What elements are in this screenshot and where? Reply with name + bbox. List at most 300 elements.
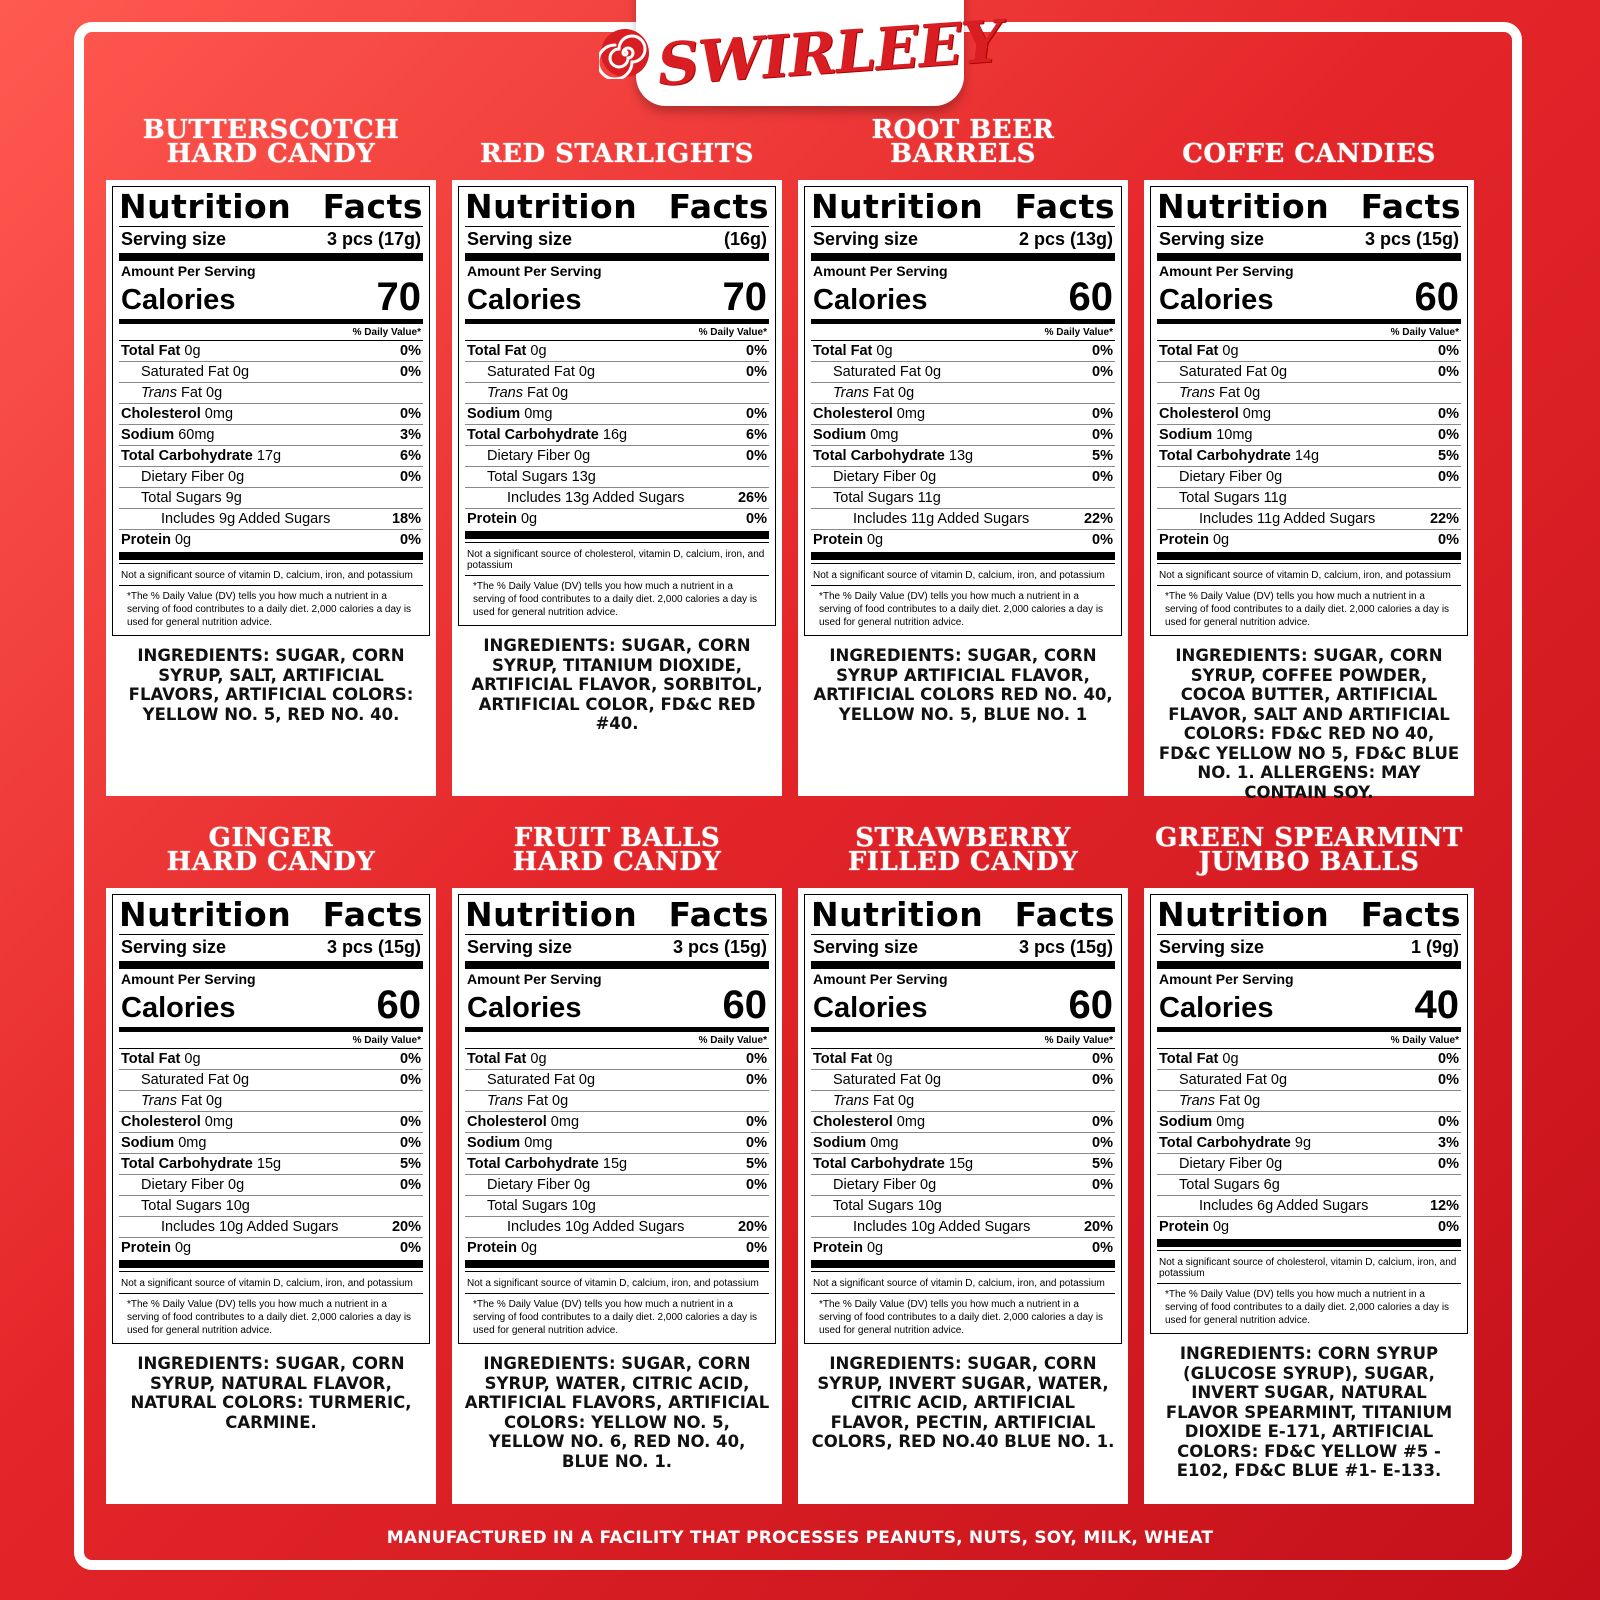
nutrient-row	[119, 1132, 423, 1153]
nutrient-row	[1157, 1111, 1461, 1132]
nutrient-amount: 9g	[225, 490, 242, 506]
nutrient-name	[813, 1133, 898, 1153]
product-title-line: RED STARLIGHTS	[480, 139, 754, 169]
thick-divider	[465, 961, 769, 969]
nutrient-daily-value: 20%	[391, 1219, 421, 1235]
heading-word: Facts	[1360, 187, 1461, 226]
added-sugars-label: Added Sugars	[238, 511, 331, 527]
nutrient-amount: 6g	[1263, 1177, 1280, 1193]
sodium-label: Sodium	[121, 1135, 175, 1151]
nutrient-daily-value: 0%	[1438, 469, 1459, 485]
nutrient-name	[467, 1238, 537, 1258]
nutrient-daily-value: 3%	[400, 427, 421, 443]
nutrient-amount: 0g	[232, 1072, 250, 1088]
fat-label: Fat	[527, 1093, 548, 1109]
nutrient-name	[813, 341, 893, 361]
nutrient-amount: 0g	[520, 1240, 538, 1256]
added-sugars-amount: 10g	[565, 1219, 590, 1235]
nutrient-daily-value: 5%	[1438, 448, 1459, 464]
thick-divider	[465, 253, 769, 261]
swirl-icon	[599, 27, 651, 79]
nutrition-panel	[798, 888, 1128, 1504]
daily-value-footnote: *The % Daily Value (DV) tells you how much a nutrient in a serving of food contributes to a daily diet. 2,000 calories a day is used for general nutrition advice.	[119, 585, 423, 631]
added-sugars-label: Added Sugars	[1276, 1198, 1369, 1214]
medium-divider	[465, 1027, 769, 1032]
heading-word: Nutrition	[1157, 187, 1330, 226]
nutrient-name	[467, 341, 547, 361]
sodium-label: Sodium	[813, 427, 867, 443]
nutrient-amount: 0mg	[870, 427, 899, 443]
calories-label: Calories	[121, 284, 236, 316]
nutrient-name	[813, 467, 936, 487]
nutrient-name	[121, 467, 244, 487]
saturated-fat-label: Saturated Fat	[141, 364, 229, 380]
nutrient-daily-value: 5%	[746, 1156, 767, 1172]
calories-value: 40	[1414, 983, 1459, 1027]
calories-row	[1157, 983, 1461, 1027]
nutrient-amount: 0g	[184, 343, 201, 359]
nutrient-amount: 0mg	[896, 406, 926, 422]
nutrient-row	[465, 1048, 769, 1069]
nutrient-amount: 13g	[948, 448, 974, 464]
nutrient-name	[121, 1112, 233, 1132]
saturated-fat-label: Saturated Fat	[1179, 364, 1267, 380]
nutrient-amount: 0g	[1270, 1072, 1288, 1088]
medium-divider	[465, 319, 769, 324]
serving-size-label: Serving size	[813, 229, 919, 249]
nutrient-row	[1157, 424, 1461, 445]
amount-per-serving: Amount Per Serving	[813, 971, 948, 987]
nutrient-row	[465, 1069, 769, 1090]
serving-size-label: Serving size	[1159, 937, 1265, 957]
nutrient-row	[465, 445, 769, 466]
nutrient-name	[121, 1091, 222, 1111]
product-title-line: FRUIT BALLS	[513, 823, 721, 853]
nutrient-amount: 0mg	[550, 1114, 580, 1130]
serving-size-value: 1 (9g)	[1410, 937, 1459, 957]
serving-size-label: Serving size	[467, 937, 573, 957]
daily-value-header: % Daily Value*	[1390, 1035, 1459, 1046]
nutrient-row	[465, 1216, 769, 1237]
product-title-line: GREEN SPEARMINT	[1155, 823, 1463, 853]
total-carb-label: Total Carbohydrate	[467, 1156, 599, 1172]
nutrient-daily-value: 0%	[400, 469, 421, 485]
medium-divider	[811, 319, 1115, 324]
added-sugars-amount: 6g	[1257, 1198, 1274, 1214]
nutrient-amount: 0g	[924, 364, 942, 380]
nutrient-name	[1159, 1133, 1311, 1153]
nutrient-amount: 0g	[232, 364, 250, 380]
cholesterol-label: Cholesterol	[813, 406, 893, 422]
trans-label: Trans	[1179, 385, 1215, 401]
nutrient-name	[467, 1154, 627, 1174]
nutrient-daily-value: 0%	[400, 1135, 421, 1151]
total-carb-label: Total Carbohydrate	[1159, 1135, 1291, 1151]
saturated-fat-label: Saturated Fat	[833, 1072, 921, 1088]
not-significant-note: Not a significant source of vitamin D, calcium, iron, and potassium	[1157, 563, 1461, 585]
nutrient-amount: 15g	[256, 1156, 282, 1172]
nutrient-amount: 0mg	[1216, 1114, 1245, 1130]
fat-label: Fat	[527, 385, 548, 401]
serving-size-row	[1157, 934, 1461, 959]
ingredients-text: INGREDIENTS: SUGAR, CORN SYRUP, WATER, CITRIC ACID, ARTIFICIAL FLAVORS, ARTIFICIAL COLORS: YELLOW NO. 5, YELLOW NO. 6, RED NO. 40, BLUE NO. 1.	[464, 1354, 770, 1471]
nutrition-panel	[106, 180, 436, 796]
total-carb-label: Total Carbohydrate	[467, 427, 599, 443]
added-sugars-amount: 11g	[1257, 511, 1281, 527]
nutrient-row	[811, 1090, 1115, 1111]
nutrient-row	[811, 1048, 1115, 1069]
total-carb-label: Total Carbohydrate	[1159, 448, 1291, 464]
nutrient-amount: 17g	[256, 448, 282, 464]
calories-label: Calories	[1159, 284, 1274, 316]
nutrient-amount: 0g	[1244, 385, 1261, 401]
nutrient-amount: 11g	[917, 490, 941, 506]
nutrient-daily-value: 0%	[1438, 406, 1459, 422]
nutrient-amount: 16g	[602, 427, 628, 443]
nutrient-daily-value: 5%	[1092, 1156, 1113, 1172]
trans-label: Trans	[1179, 1093, 1215, 1109]
nutrient-row	[465, 1237, 769, 1258]
nutrient-row	[811, 1216, 1115, 1237]
nutrient-amount: 0g	[206, 385, 223, 401]
protein-label: Protein	[121, 1240, 171, 1256]
total-fat-label: Total Fat	[813, 343, 873, 359]
nutrient-row	[1157, 487, 1461, 508]
added-sugars-label: Added Sugars	[246, 1219, 339, 1235]
nutrient-row	[811, 1153, 1115, 1174]
thick-divider	[811, 253, 1115, 261]
nutrient-daily-value: 12%	[1429, 1198, 1459, 1214]
logo-tab	[636, 0, 1004, 106]
serving-size-row	[119, 226, 423, 251]
nutrient-name	[1159, 341, 1239, 361]
product-title-line: FILLED CANDY	[847, 847, 1079, 877]
nutrient-row	[811, 340, 1115, 361]
total-carb-label: Total Carbohydrate	[813, 1156, 945, 1172]
nutrient-name	[467, 1175, 590, 1195]
nutrient-amount: 14g	[1294, 448, 1320, 464]
nutrient-name	[467, 383, 568, 403]
saturated-fat-label: Saturated Fat	[487, 364, 575, 380]
nutrient-amount: 0g	[876, 343, 893, 359]
nutrient-daily-value: 0%	[1438, 1051, 1459, 1067]
product-title	[798, 115, 1128, 169]
added-sugars-label: Added Sugars	[937, 511, 1030, 527]
heading-word: Facts	[668, 187, 769, 226]
daily-value-footnote: *The % Daily Value (DV) tells you how much a nutrient in a serving of food contributes to a daily diet. 2,000 calories a day is used for general nutrition advice.	[811, 1293, 1115, 1339]
nutrient-amount: 15g	[602, 1156, 628, 1172]
nutrient-amount: 0g	[530, 1051, 547, 1067]
heading-word: Nutrition	[811, 895, 984, 934]
product-title-line: STRAWBERRY	[855, 823, 1071, 853]
nutrient-daily-value: 0%	[400, 343, 421, 359]
nutrient-name	[467, 1112, 579, 1132]
nutrient-daily-value: 0%	[1092, 1051, 1113, 1067]
heading-word: Facts	[322, 187, 423, 226]
amount-per-serving: Amount Per Serving	[121, 971, 256, 987]
nutrient-daily-value: 0%	[1438, 1072, 1459, 1088]
nutrient-row	[465, 508, 769, 529]
includes-label: Includes	[507, 490, 562, 506]
nutrition-panel	[452, 180, 782, 796]
nutrient-daily-value: 0%	[1438, 343, 1459, 359]
nutrient-name	[1159, 1049, 1239, 1069]
nutrient-name	[1159, 404, 1271, 424]
total-sugars-label: Total Sugars	[487, 1198, 568, 1214]
heading-word: Facts	[1360, 895, 1461, 934]
nutrient-daily-value: 0%	[746, 1240, 767, 1256]
nutrient-row	[119, 1195, 423, 1216]
nutrient-daily-value: 0%	[746, 406, 767, 422]
nutrient-amount: 10g	[917, 1198, 942, 1214]
amount-per-serving: Amount Per Serving	[467, 263, 602, 279]
nutrient-amount: 0g	[174, 532, 192, 548]
product-title	[798, 823, 1128, 877]
nutrient-amount: 10g	[571, 1198, 596, 1214]
heading-word: Nutrition	[119, 895, 292, 934]
nutrition-facts-label	[458, 186, 776, 626]
nutrient-daily-value: 0%	[400, 1177, 421, 1193]
added-sugars-label: Added Sugars	[592, 490, 685, 506]
nutrient-daily-value: 0%	[400, 1072, 421, 1088]
daily-value-footnote: *The % Daily Value (DV) tells you how much a nutrient in a serving of food contributes to a daily diet. 2,000 calories a day is used for general nutrition advice.	[1157, 1283, 1461, 1329]
nutrient-daily-value: 22%	[1429, 511, 1459, 527]
added-sugars-name	[467, 1217, 684, 1237]
nutrient-row	[811, 1174, 1115, 1195]
nutrient-row	[1157, 445, 1461, 466]
nutrient-row	[119, 445, 423, 466]
nutrient-name	[813, 404, 925, 424]
nutrient-row	[465, 1132, 769, 1153]
fat-label: Fat	[181, 385, 202, 401]
medium-divider	[1157, 1027, 1461, 1032]
nutrient-amount: 0g	[552, 1093, 569, 1109]
nutrient-amount: 0g	[574, 1177, 591, 1193]
brand-logo-text: SWIRLEEY	[654, 7, 1004, 99]
sodium-label: Sodium	[813, 1135, 867, 1151]
added-sugars-label: Added Sugars	[938, 1219, 1031, 1235]
nutrient-row	[119, 466, 423, 487]
nutrient-daily-value: 0%	[400, 1051, 421, 1067]
total-carb-label: Total Carbohydrate	[813, 448, 945, 464]
ingredients-text: INGREDIENTS: SUGAR, CORN SYRUP, NATURAL FLAVOR, NATURAL COLORS: TURMERIC, CARMINE.	[130, 1354, 412, 1432]
nutrient-amount: 0mg	[1242, 406, 1272, 422]
protein-label: Protein	[813, 1240, 863, 1256]
nutrient-row	[811, 1237, 1115, 1258]
daily-value-footnote: *The % Daily Value (DV) tells you how much a nutrient in a serving of food contributes to a daily diet. 2,000 calories a day is used for general nutrition advice.	[811, 585, 1115, 631]
nutrient-row	[119, 508, 423, 529]
nutrition-facts-label	[1150, 894, 1468, 1334]
nutrition-facts-heading	[811, 189, 1115, 225]
nutrient-daily-value: 6%	[400, 448, 421, 464]
total-sugars-label: Total Sugars	[141, 490, 222, 506]
nutrient-name	[813, 362, 941, 382]
serving-size-value: 3 pcs (15g)	[672, 937, 767, 957]
nutrient-amount: 0mg	[870, 1135, 899, 1151]
product-title	[1144, 823, 1474, 877]
added-sugars-amount: 10g	[911, 1219, 936, 1235]
nutrient-row	[465, 1111, 769, 1132]
nutrient-name	[813, 1049, 893, 1069]
nutrient-name	[813, 1091, 914, 1111]
nutrient-row	[811, 1132, 1115, 1153]
product-title	[1144, 139, 1474, 169]
nutrient-daily-value: 20%	[737, 1219, 767, 1235]
total-sugars-label: Total Sugars	[1179, 1177, 1260, 1193]
nutrient-amount: 0g	[924, 1072, 942, 1088]
nutrient-name	[1159, 383, 1260, 403]
nutrient-name	[813, 425, 898, 445]
saturated-fat-label: Saturated Fat	[141, 1072, 229, 1088]
serving-size-row	[811, 934, 1115, 959]
calories-row	[811, 275, 1115, 319]
nutrient-name	[813, 530, 883, 550]
nutrition-panel	[452, 888, 782, 1504]
nutrient-name	[813, 1238, 883, 1258]
nutrient-daily-value: 0%	[1438, 1219, 1459, 1235]
nutrient-name	[467, 467, 596, 487]
nutrient-daily-value: 6%	[746, 427, 767, 443]
nutrient-amount: 0g	[520, 511, 538, 527]
nutrient-amount: 0mg	[204, 406, 234, 422]
daily-value-header: % Daily Value*	[698, 1035, 767, 1046]
added-sugars-amount: 10g	[219, 1219, 244, 1235]
nutrient-row	[1157, 1132, 1461, 1153]
total-fat-label: Total Fat	[813, 1051, 873, 1067]
nutrient-daily-value: 0%	[1438, 364, 1459, 380]
thick-divider	[465, 531, 769, 539]
nutrient-name	[121, 1196, 250, 1216]
ingredients-text: INGREDIENTS: SUGAR, CORN SYRUP, TITANIUM DIOXIDE, ARTIFICIAL FLAVOR, SORBITOL, ARTIFICIAL COLOR, FD&C RED #40.	[471, 636, 763, 733]
calories-value: 70	[722, 275, 767, 319]
nutrient-name	[467, 509, 537, 529]
heading-word: Nutrition	[119, 187, 292, 226]
nutrient-daily-value: 0%	[746, 343, 767, 359]
serving-size-label: Serving size	[121, 229, 227, 249]
includes-label: Includes	[1199, 511, 1254, 527]
nutrient-row	[1157, 1216, 1461, 1237]
serving-size-label: Serving size	[813, 937, 919, 957]
nutrient-amount: 0g	[920, 1177, 937, 1193]
nutrient-name	[1159, 1175, 1280, 1195]
heading-word: Nutrition	[811, 187, 984, 226]
cholesterol-label: Cholesterol	[813, 1114, 893, 1130]
nutrient-row	[811, 403, 1115, 424]
product-title-line: BUTTERSCOTCH	[142, 115, 400, 145]
calories-label: Calories	[121, 992, 236, 1024]
serving-size-value: 2 pcs (13g)	[1018, 229, 1113, 249]
daily-value-footnote: *The % Daily Value (DV) tells you how much a nutrient in a serving of food contributes to a daily diet. 2,000 calories a day is used for general nutrition advice.	[465, 575, 769, 621]
nutrient-row	[811, 424, 1115, 445]
amount-per-serving: Amount Per Serving	[467, 971, 602, 987]
serving-size-value: (16g)	[723, 229, 767, 249]
total-fat-label: Total Fat	[121, 343, 181, 359]
nutrient-amount: 0g	[206, 1093, 223, 1109]
not-significant-note: Not a significant source of vitamin D, calcium, iron, and potassium	[119, 563, 423, 585]
total-fat-label: Total Fat	[467, 343, 527, 359]
nutrient-row	[811, 466, 1115, 487]
saturated-fat-label: Saturated Fat	[1179, 1072, 1267, 1088]
added-sugars-name	[121, 509, 330, 529]
protein-label: Protein	[467, 511, 517, 527]
nutrient-name	[467, 446, 590, 466]
nutrient-amount: 0mg	[204, 1114, 234, 1130]
added-sugars-amount: 9g	[219, 511, 236, 527]
sodium-label: Sodium	[1159, 1114, 1213, 1130]
calories-value: 60	[376, 983, 421, 1027]
ingredients-text: INGREDIENTS: CORN SYRUP (GLUCOSE SYRUP), SUGAR, INVERT SUGAR, NATURAL FLAVOR SPEARMINT, TITANIUM DIOXIDE E-171, ARTIFICIAL COLORS: FD&C YELLOW #5 - E102, FD&C BLUE #1- E-133.	[1165, 1344, 1453, 1480]
nutrition-panel	[1144, 888, 1474, 1504]
product-title-line: COFFE CANDIES	[1182, 139, 1436, 169]
serving-size-row	[811, 226, 1115, 251]
nutrient-row	[465, 1153, 769, 1174]
thick-divider	[811, 1260, 1115, 1268]
added-sugars-name	[1159, 509, 1375, 529]
ingredients-text: INGREDIENTS: SUGAR, CORN SYRUP ARTIFICIAL FLAVOR, ARTIFICIAL COLORS RED NO. 40, YELLOW NO. 5, BLUE NO. 1	[813, 646, 1113, 724]
product-title	[106, 115, 436, 169]
thick-divider	[119, 961, 423, 969]
dietary-fiber-label: Dietary Fiber	[141, 469, 224, 485]
nutrient-name	[813, 383, 914, 403]
nutrient-daily-value: 0%	[746, 1114, 767, 1130]
total-sugars-label: Total Sugars	[141, 1198, 222, 1214]
nutrient-amount: 9g	[1294, 1135, 1312, 1151]
nutrient-daily-value: 0%	[400, 364, 421, 380]
daily-value-header: % Daily Value*	[352, 327, 421, 338]
sodium-label: Sodium	[1159, 427, 1213, 443]
heading-word: Nutrition	[465, 895, 638, 934]
nutrient-amount: 0g	[920, 469, 937, 485]
nutrient-row	[119, 1153, 423, 1174]
ingredients-text: INGREDIENTS: SUGAR, CORN SYRUP, SALT, ARTIFICIAL FLAVORS, ARTIFICIAL COLORS: YELLOW NO. 5, RED NO. 40.	[128, 646, 414, 724]
nutrient-daily-value: 0%	[1092, 469, 1113, 485]
nutrient-name	[121, 1175, 244, 1195]
nutrient-row	[1157, 340, 1461, 361]
nutrient-name	[121, 488, 242, 508]
includes-label: Includes	[853, 1219, 908, 1235]
product-title-line: HARD CANDY	[512, 847, 722, 877]
calories-label: Calories	[813, 284, 928, 316]
nutrient-amount: 0g	[1244, 1093, 1261, 1109]
nutrient-row	[119, 424, 423, 445]
nutrient-row	[119, 1090, 423, 1111]
product-title-line: HARD CANDY	[166, 847, 376, 877]
heading-word: Facts	[1014, 895, 1115, 934]
nutrient-amount: 0g	[898, 385, 915, 401]
nutrient-row	[465, 1090, 769, 1111]
cholesterol-label: Cholesterol	[467, 1114, 547, 1130]
nutrient-name	[121, 1133, 206, 1153]
nutrient-row	[119, 340, 423, 361]
added-sugars-name	[121, 1217, 338, 1237]
added-sugars-amount: 13g	[565, 490, 590, 506]
ingredients-text: INGREDIENTS: SUGAR, CORN SYRUP, COFFEE POWDER, COCOA BUTTER, ARTIFICIAL FLAVOR, SALT AND ARTIFICIAL COLORS: FD&C RED NO 40, FD&C YELLOW NO 5, FD&C BLUE NO. 1. ALLERGENS: MAY CONTAIN SOY.	[1158, 646, 1460, 802]
nutrition-facts-label	[112, 894, 430, 1344]
protein-label: Protein	[1159, 1219, 1209, 1235]
nutrient-name	[121, 1049, 201, 1069]
nutrient-row	[1157, 1153, 1461, 1174]
product-title-line: HARD CANDY	[166, 139, 376, 169]
nutrient-daily-value: 0%	[1092, 1114, 1113, 1130]
amount-per-serving: Amount Per Serving	[121, 263, 256, 279]
nutrient-daily-value: 0%	[746, 448, 767, 464]
thick-divider	[1157, 1239, 1461, 1247]
nutrient-name	[121, 425, 214, 445]
fat-label: Fat	[1219, 1093, 1240, 1109]
nutrient-amount: 10g	[225, 1198, 250, 1214]
nutrient-amount: 0g	[898, 1093, 915, 1109]
protein-label: Protein	[1159, 532, 1209, 548]
